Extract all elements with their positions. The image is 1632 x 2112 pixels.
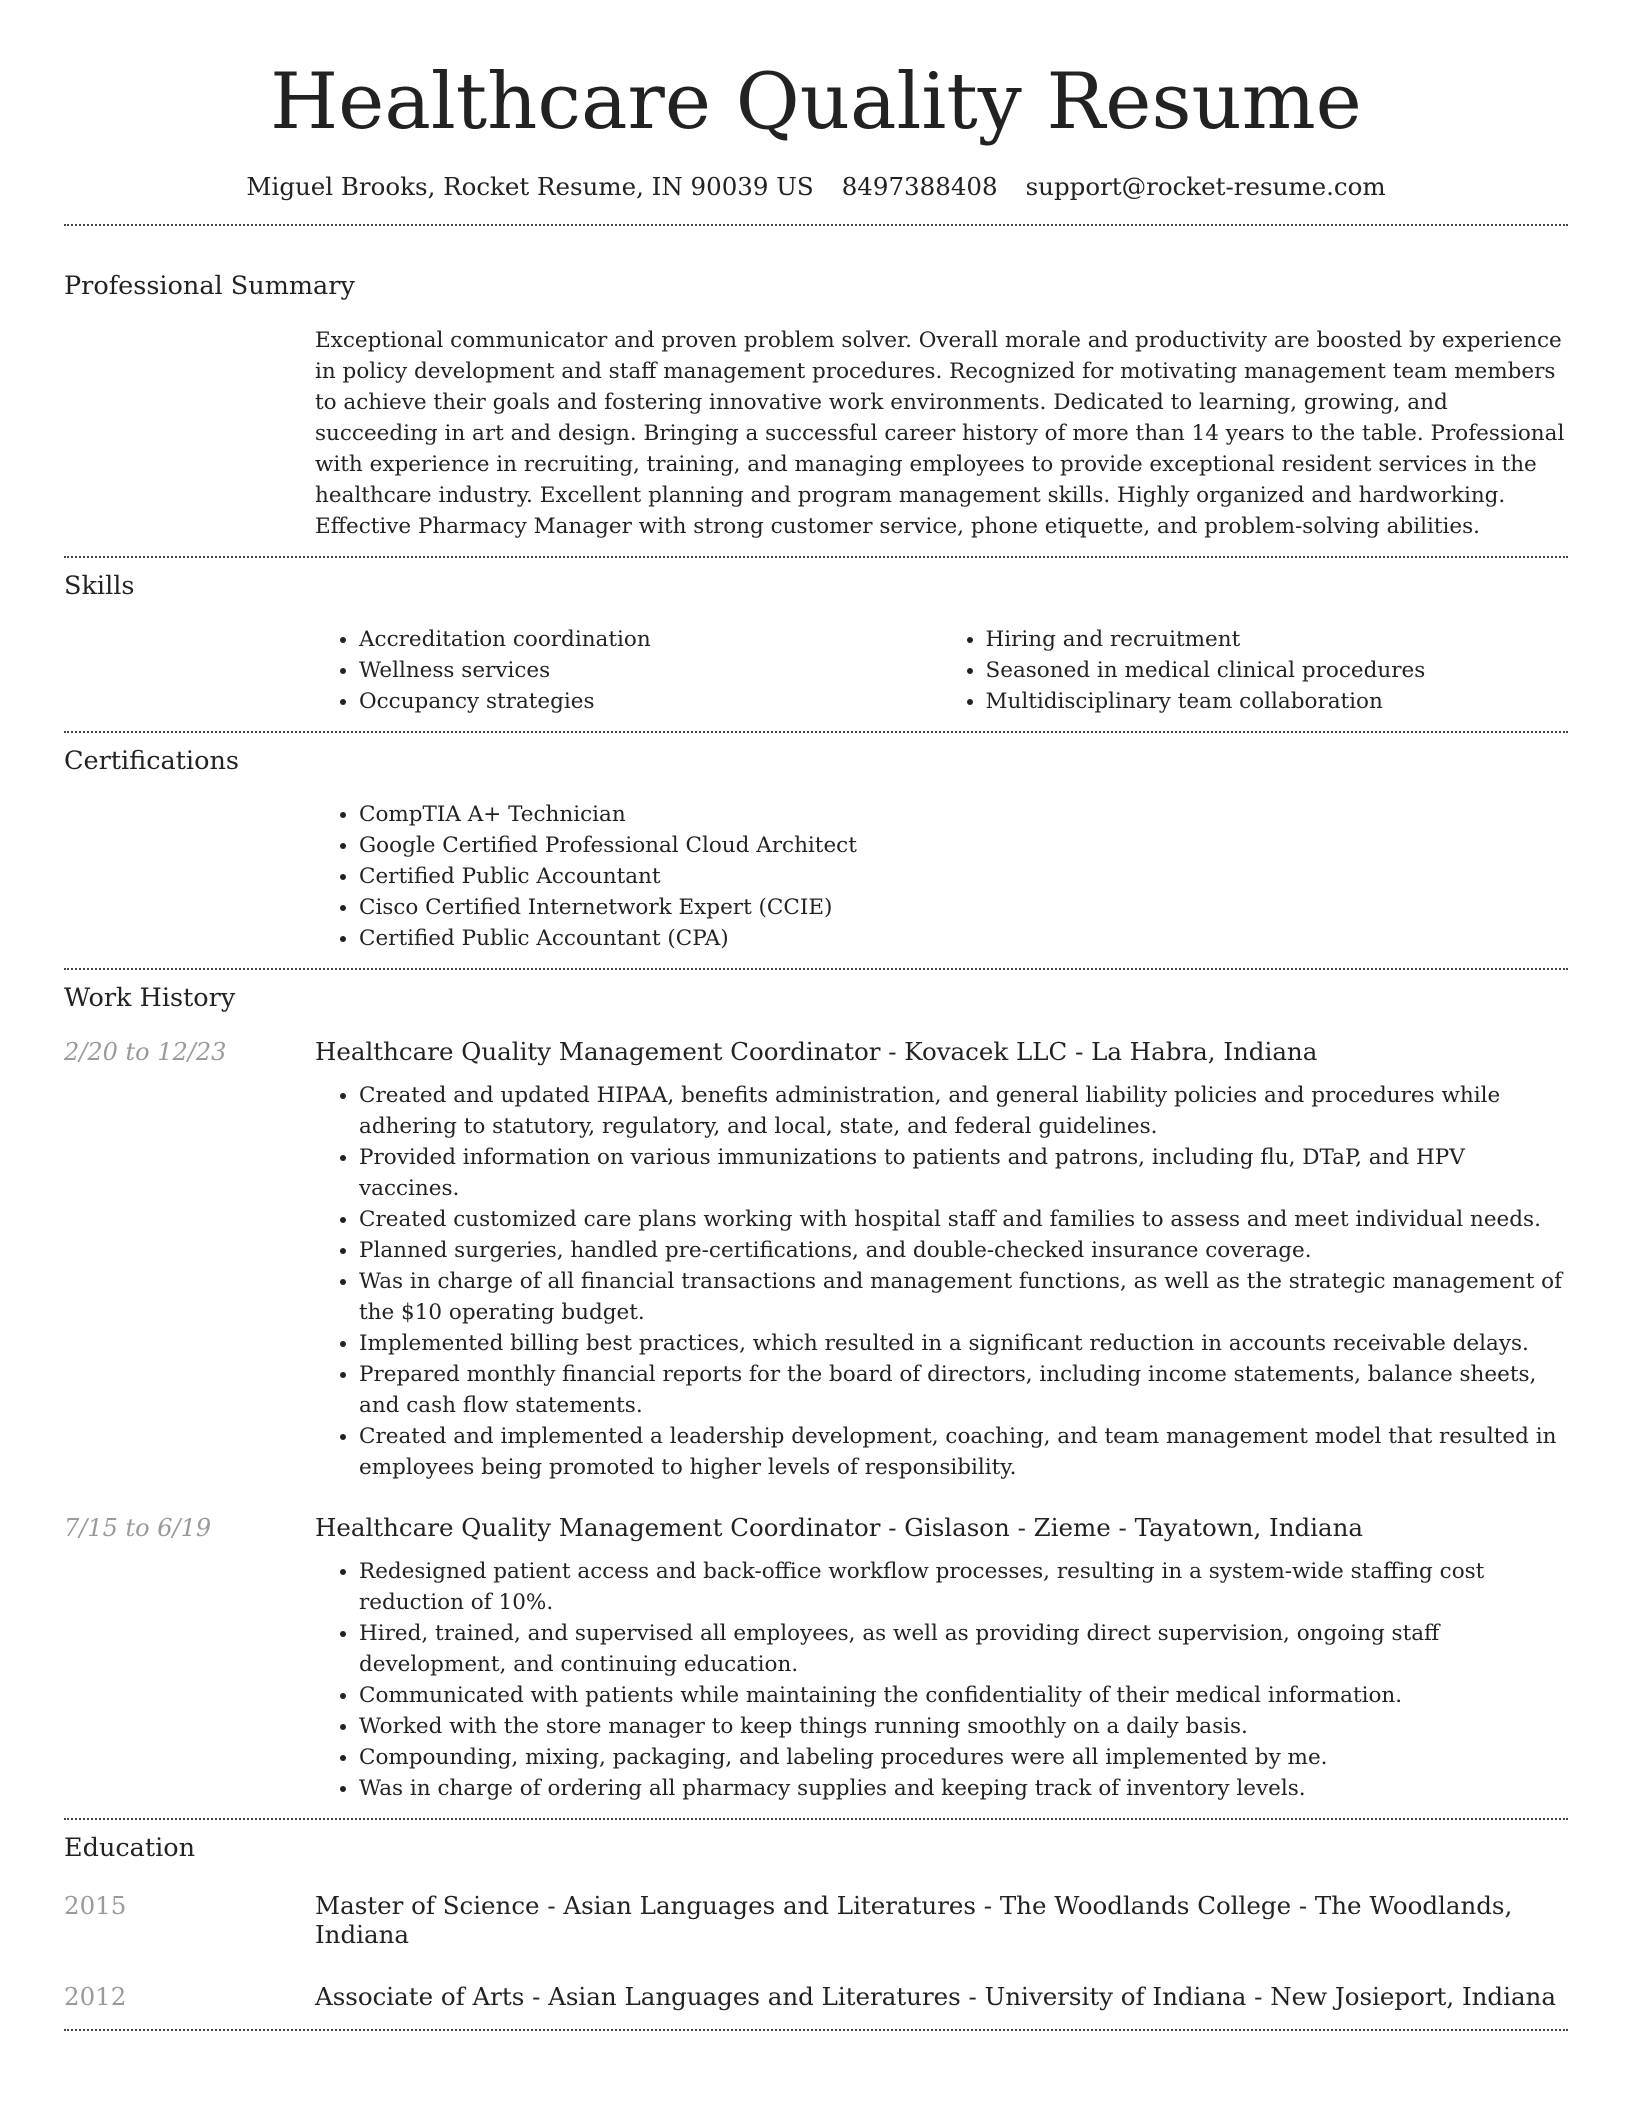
summary-heading: Professional Summary	[64, 271, 355, 301]
education-text: Associate of Arts - Asian Languages and Literatures - University of Indiana - New Josieport, Indiana	[315, 1982, 1556, 2011]
job-bullet: • Created and updated HIPAA, benefits administration, and general liability policies and procedures while adhering to statutory, regulatory, and local, state, and federal guidelines.	[359, 1080, 1568, 1142]
job-bullet: • Worked with the store manager to keep things running smoothly on a daily basis.	[359, 1711, 1568, 1742]
job-bullet: • Was in charge of all financial transactions and management functions, as well as the strategic management of the $10 operating budget.	[359, 1266, 1568, 1328]
job-bullet: • Implemented billing best practices, which resulted in a significant reduction in accounts receivable delays.	[359, 1328, 1568, 1359]
job-header	[64, 1037, 1568, 1066]
education-heading: Education	[64, 1833, 196, 1863]
job-bullet: • Created customized care plans working with hospital staff and families to assess and meet individual needs.	[359, 1204, 1568, 1235]
skills-column-1	[315, 624, 942, 717]
job-header	[64, 1513, 1568, 1542]
divider	[64, 556, 1568, 558]
skills-heading: Skills	[64, 571, 135, 601]
skills-column-2	[942, 624, 1569, 717]
education-text: Master of Science - Asian Languages and Literatures - The Woodlands College - The Woodlands, Indiana	[315, 1891, 1513, 1949]
job-date: 2/20 to 12/23	[64, 1038, 227, 1066]
job-bullet: • Redesigned patient access and back-office workflow processes, resulting in a system-wide staffing cost reduction of 10%.	[359, 1556, 1568, 1618]
resume-title: Healthcare Quality Resume	[270, 57, 1362, 147]
skill-item: • Accreditation coordination	[359, 624, 942, 655]
work-heading: Work History	[64, 983, 236, 1013]
job-title: Healthcare Quality Management Coordinator - Gislason - Zieme - Tayatown, Indiana	[315, 1513, 1364, 1542]
divider	[64, 731, 1568, 733]
job-bullets	[315, 1080, 1568, 1483]
contact-address: Miguel Brooks, Rocket Resume, IN 90039 US	[246, 172, 814, 201]
job-date: 7/15 to 6/19	[64, 1514, 212, 1542]
certifications-heading: Certifications	[64, 746, 239, 776]
education-entry	[64, 1891, 1568, 1949]
summary-text: Exceptional communicator and proven problem solver. Overall morale and productivity are boosted by experience in policy development and staff management procedures. Recognized for motivating management team members to achieve their goals and fostering innovative work environments. Dedicated to learning, growing, and succeeding in art and design. Bringing a successful career history of more than 14 years to the table. Professional with experience in recruiting, training, and managing employees to provide exceptional resident services in the healthcare industry. Excellent planning and program management skills. Highly organized and hardworking. Effective Pharmacy Manager with strong customer service, phone etiquette, and problem-solving abilities.	[315, 328, 1565, 539]
divider	[64, 1818, 1568, 1820]
certification-item: • Certified Public Accountant	[359, 861, 1568, 892]
skill-item: • Hiring and recruitment	[986, 624, 1569, 655]
divider	[64, 2029, 1568, 2031]
job-bullet: • Hired, trained, and supervised all employees, as well as providing direct supervision, ongoing staff development, and continuing education.	[359, 1618, 1568, 1680]
contact-line	[64, 170, 1568, 204]
job-bullets	[315, 1556, 1568, 1804]
certification-item: • CompTIA A+ Technician	[359, 799, 1568, 830]
job-bullet: • Created and implemented a leadership development, coaching, and team management model that resulted in employees being promoted to higher levels of responsibility.	[359, 1421, 1568, 1483]
skill-item: • Wellness services	[359, 655, 942, 686]
job-bullet: • Prepared monthly financial reports for the board of directors, including income statements, balance sheets, and cash flow statements.	[359, 1359, 1568, 1421]
skills-list	[315, 624, 1568, 717]
job-bullet: • Was in charge of ordering all pharmacy supplies and keeping track of inventory levels.	[359, 1773, 1568, 1804]
job-title: Healthcare Quality Management Coordinator - Kovacek LLC - La Habra, Indiana	[315, 1037, 1318, 1066]
certification-item: • Cisco Certified Internetwork Expert (CCIE)	[359, 892, 1568, 923]
job-bullet: • Compounding, mixing, packaging, and labeling procedures were all implemented by me.	[359, 1742, 1568, 1773]
job-bullet: • Communicated with patients while maintaining the confidentiality of their medical information.	[359, 1680, 1568, 1711]
certification-item: • Certified Public Accountant (CPA)	[359, 923, 1568, 954]
education-date: 2015	[64, 1891, 127, 1920]
skill-item: • Seasoned in medical clinical procedures	[986, 655, 1569, 686]
contact-phone: 8497388408	[841, 172, 998, 201]
job-bullet: • Provided information on various immunizations to patients and patrons, including flu, DTaP, and HPV vaccines.	[359, 1142, 1568, 1204]
divider	[64, 968, 1568, 970]
job-bullet: • Planned surgeries, handled pre-certifications, and double-checked insurance coverage.	[359, 1235, 1568, 1266]
education-entry	[64, 1982, 1568, 2011]
skill-item: • Multidisciplinary team collaboration	[986, 686, 1569, 717]
divider	[64, 224, 1568, 226]
contact-email: support@rocket-resume.com	[1025, 172, 1386, 201]
skill-item: • Occupancy strategies	[359, 686, 942, 717]
certifications-list	[315, 799, 1568, 954]
education-date: 2012	[64, 1982, 127, 2011]
certification-item: • Google Certified Professional Cloud Architect	[359, 830, 1568, 861]
